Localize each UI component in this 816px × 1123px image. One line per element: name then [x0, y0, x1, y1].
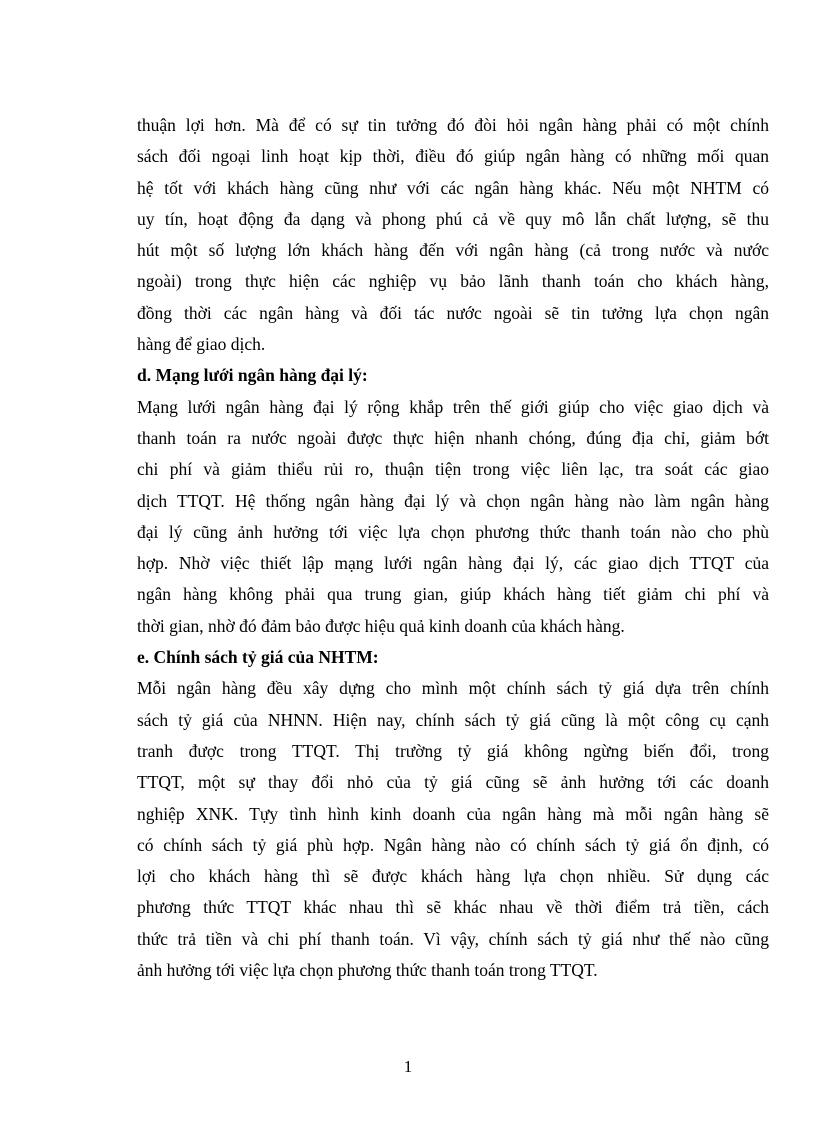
text-line: đại lý cũng ảnh hưởng tới việc lựa chọn phương thức thanh toán nào cho phù	[137, 521, 769, 542]
text-line: thuận lợi hơn. Mà để có sự tin tưởng đó đòi hỏi ngân hàng phải có một chính	[137, 115, 769, 135]
text-line: có chính sách tỷ giá phù hợp. Ngân hàng nào có chính sách tỷ giá ổn định, có	[137, 834, 769, 855]
text-line: đồng thời các ngân hàng và đối tác nước ngoài sẽ tin tưởng lựa chọn ngân	[137, 302, 769, 323]
text-line: thời gian, nhờ đó đảm bảo được hiệu quả kinh doanh của khách hàng.	[137, 615, 625, 636]
section-heading-d: d. Mạng lưới ngân hàng đại lý:	[137, 365, 368, 386]
text-line: Mạng lưới ngân hàng đại lý rộng khắp trên thế giới giúp cho việc giao dịch và	[137, 396, 769, 417]
text-line: sách đối ngoại linh hoạt kịp thời, điều đó giúp ngân hàng có những mối quan	[137, 146, 769, 167]
text-line: hợp. Nhờ việc thiết lập mạng lưới ngân hàng đại lý, các giao dịch TTQT của	[137, 553, 769, 574]
text-line: TTQT, một sự thay đổi nhỏ của tỷ giá cũng sẽ ảnh hưởng tới các doanh	[137, 772, 769, 793]
text-line: ngân hàng không phải qua trung gian, giúp khách hàng tiết giảm chi phí và	[137, 584, 769, 605]
text-line: Mỗi ngân hàng đều xây dựng cho mình một chính sách tỷ giá dựa trên chính	[137, 678, 769, 699]
text-line: sách tỷ giá của NHNN. Hiện nay, chính sách tỷ giá cũng là một công cụ cạnh	[137, 709, 769, 730]
text-line: chi phí và giảm thiểu rủi ro, thuận tiện trong việc liên lạc, tra soát các giao	[137, 459, 769, 480]
text-line: tranh được trong TTQT. Thị trường tỷ giá không ngừng biến đổi, trong	[137, 740, 769, 761]
text-line: uy tín, hoạt động đa dạng và phong phú cả về quy mô lẫn chất lượng, sẽ thu	[137, 208, 769, 229]
text-line: phương thức TTQT khác nhau thì sẽ khác nhau về thời điểm trả tiền, cách	[137, 897, 769, 918]
text-line: lợi cho khách hàng thì sẽ được khách hàng lựa chọn nhiều. Sử dụng các	[137, 866, 769, 887]
paragraph-exchange-rate-policy	[137, 673, 769, 986]
text-line: hút một số lượng lớn khách hàng đến với ngân hàng (cả trong nước và nước	[137, 240, 769, 261]
text-line: ngoài) trong thực hiện các nghiệp vụ bảo lãnh thanh toán cho khách hàng,	[137, 271, 769, 292]
page-number: 1	[403, 1057, 413, 1076]
paragraph-correspondent-network	[137, 392, 769, 642]
text-line: hệ tốt với khách hàng cũng như với các ngân hàng khác. Nếu một NHTM có	[137, 177, 769, 198]
text-line: nghiệp XNK. Tựy tình hình kinh doanh của ngân hàng mà mỗi ngân hàng sẽ	[137, 803, 769, 824]
paragraph-customer-trust	[137, 110, 769, 360]
text-line: ảnh hưởng tới việc lựa chọn phương thức thanh toán trong TTQT.	[137, 960, 598, 981]
document-body	[137, 110, 769, 986]
text-line: hàng để giao dịch.	[137, 334, 266, 355]
text-line: thanh toán ra nước ngoài được thực hiện nhanh chóng, đúng địa chỉ, giảm bớt	[137, 427, 769, 448]
text-line: dịch TTQT. Hệ thống ngân hàng đại lý và chọn ngân hàng nào làm ngân hàng	[137, 490, 769, 511]
text-line: thức trả tiền và chi phí thanh toán. Vì vậy, chính sách tỷ giá như thế nào cũng	[137, 928, 769, 949]
section-heading-e: e. Chính sách tỷ giá của NHTM:	[137, 647, 379, 668]
